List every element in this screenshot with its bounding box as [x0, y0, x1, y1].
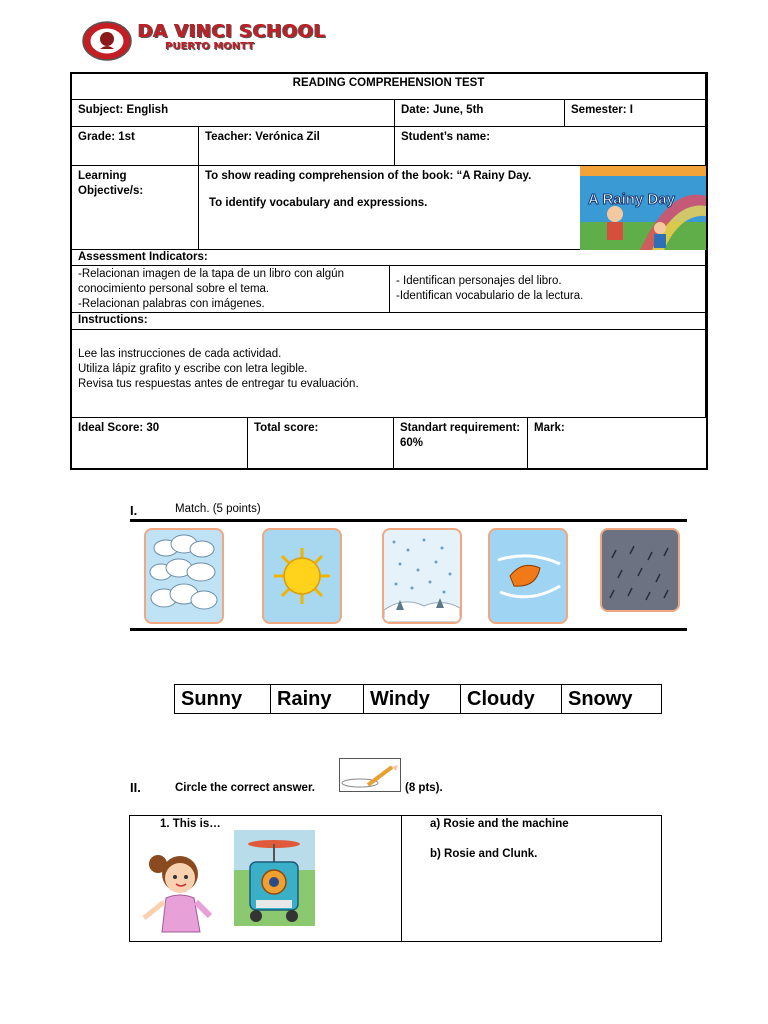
section-2-prompt: Circle the correct answer. [175, 782, 315, 794]
question-1-text: 1. This is… [160, 818, 221, 830]
wind-leaf-icon [488, 528, 568, 624]
date-field: Date: June, 5th [395, 100, 565, 127]
school-seal-logo [82, 21, 132, 61]
test-info-table [70, 72, 708, 470]
column-divider [401, 816, 402, 941]
rain-icon [600, 528, 680, 612]
school-city: PUERTO MONTT [165, 41, 255, 52]
objective-label: Learning Objective/s: [72, 166, 199, 250]
word-cloudy[interactable]: Cloudy [461, 685, 562, 713]
mark-field[interactable]: Mark: [534, 422, 565, 434]
teacher-field: Teacher: Verónica Zil [199, 127, 395, 166]
objective-1: To show reading comprehension of the book: “A Rainy Day. [205, 170, 532, 182]
indicators-left [72, 266, 390, 313]
school-name: DA VINCI SCHOOL [138, 21, 326, 42]
section-1-numeral: I. [130, 503, 138, 518]
instruction-2: Utiliza lápiz grafito y escribe con letra legible. [78, 363, 308, 375]
cloud-icon [144, 528, 224, 624]
grade-field: Grade: 1st [72, 127, 199, 166]
instruction-1: Lee las instrucciones de cada actividad. [78, 348, 282, 360]
clunk-machine-illustration [234, 830, 315, 926]
weather-pictures-strip [130, 519, 687, 631]
section-2-numeral: II. [130, 780, 141, 795]
objective-2: To identify vocabulary and expressions. [209, 197, 428, 209]
indicator-2: -Relacionan palabras con imágenes. [78, 298, 265, 310]
indicator-1: -Relacionan imagen de la tapa de un libro con algún conocimiento personal sobre el tema. [78, 268, 344, 295]
weather-words-table [174, 684, 662, 714]
snow-icon [382, 528, 462, 624]
indicator-3: - Identifican personajes del libro. [396, 275, 562, 287]
ideal-score-field: Ideal Score: 30 [72, 418, 248, 468]
instructions-label: Instructions: [72, 313, 706, 330]
standard-requirement-field: Standart requirement: 60% [394, 418, 528, 468]
pencil-circle-icon [339, 758, 401, 792]
indicator-4: -Identifican vocabulario de la lectura. [396, 290, 584, 302]
word-rainy[interactable]: Rainy [271, 685, 364, 713]
rosie-illustration [136, 846, 226, 934]
word-snowy[interactable]: Snowy [568, 688, 633, 710]
instruction-3: Revisa tus respuestas antes de entregar tu evaluación. [78, 378, 359, 390]
book-cover-image [580, 166, 706, 250]
total-score-field[interactable]: Total score: [248, 418, 394, 468]
book-cover-title: A Rainy Day [588, 191, 675, 208]
indicators-label: Assessment Indicators: [72, 250, 706, 266]
test-title: READING COMPREHENSION TEST [72, 74, 706, 100]
section-1-prompt: Match. (5 points) [175, 503, 261, 515]
instructions-body [72, 330, 706, 418]
student-name-field[interactable]: Student’s name: [395, 127, 706, 166]
word-windy[interactable]: Windy [364, 685, 461, 713]
sun-icon [262, 528, 342, 624]
word-sunny[interactable]: Sunny [175, 685, 271, 713]
section-2-points: (8 pts). [405, 782, 443, 794]
question-1-table [129, 815, 662, 942]
subject-field: Subject: English [72, 100, 395, 127]
indicators-right [390, 266, 706, 313]
semester-field: Semester: I [565, 100, 706, 127]
option-a[interactable]: a) Rosie and the machine [430, 818, 569, 830]
option-b[interactable]: b) Rosie and Clunk. [430, 848, 538, 860]
